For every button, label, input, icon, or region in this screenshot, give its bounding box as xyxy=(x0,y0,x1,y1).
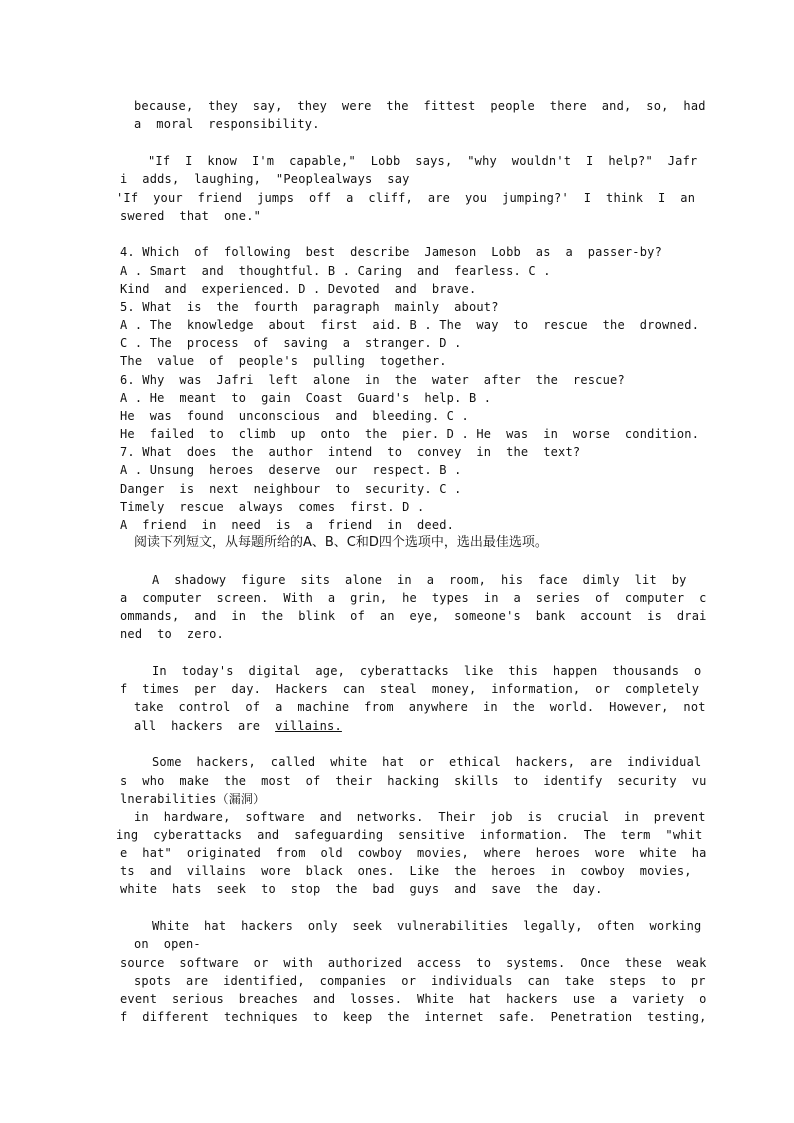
passage-line: white hats seek to stop the bad guys and save the day. xyxy=(120,882,603,896)
passage-line: ts and villains wore black ones. Like the heroes in cowboy movies, xyxy=(120,864,692,878)
passage-line: White hat hackers only seek vulnerabilities legally, often working xyxy=(152,919,702,933)
passage-line xyxy=(134,718,690,734)
question-5: 5. What is the fourth paragraph mainly about? xyxy=(120,300,499,314)
passage-line: ned to zero. xyxy=(120,627,224,641)
passage-line: Some hackers, called white hat or ethical hackers, are individual xyxy=(152,755,702,769)
section-instruction: 阅读下列短文，从每题所给的A、B、C和D四个选项中，选出最佳选项。 xyxy=(134,535,548,550)
passage-line: f times per day. Hackers can steal money, information, or completely xyxy=(120,682,700,696)
question-option: A . Unsung heroes deserve our respect. B . xyxy=(120,463,462,477)
question-option: Kind and experienced. D . Devoted and brave. xyxy=(120,282,477,296)
passage-line: in hardware, software and networks. Their job is crucial in prevent xyxy=(134,810,706,824)
question-7: 7. What does the author intend to convey in the text? xyxy=(120,445,581,459)
passage-line: a moral responsibility. xyxy=(134,117,320,131)
passage-line: 'If your friend jumps off a cliff, are you jumping?' I think I an xyxy=(116,191,696,205)
question-4: 4. Which of following best describe Jameson Lobb as a passer-by? xyxy=(120,245,662,259)
passage-text: all hackers are xyxy=(134,719,276,733)
passage-line: A shadowy figure sits alone in a room, his face dimly lit by xyxy=(152,573,687,587)
passage-line: lnerabilities（漏洞） xyxy=(120,792,266,806)
passage-line: e hat" originated from old cowboy movies, where heroes wore white ha xyxy=(120,846,707,860)
passage-line: on open- xyxy=(134,937,201,951)
passage-line: swered that one." xyxy=(120,209,262,223)
question-option: C . The process of saving a stranger. D . xyxy=(120,336,462,350)
passage-line: ing cyberattacks and safeguarding sensitive information. The term "whit xyxy=(116,828,703,842)
passage-line: In today's digital age, cyberattacks like this happen thousands o xyxy=(152,664,702,678)
question-option: A . The knowledge about first aid. B . The way to rescue the drowned. xyxy=(120,318,700,332)
passage-line: spots are identified, companies or individuals can take steps to pr xyxy=(134,974,706,988)
passage-line: ommands, and in the blink of an eye, someone's bank account is drai xyxy=(120,609,707,623)
passage-line: "If I know I'm capable," Lobb says, "why wouldn't I help?" Jafr xyxy=(148,154,698,168)
question-6: 6. Why was Jafri left alone in the water after the rescue? xyxy=(120,373,625,387)
passage-line: source software or with authorized access to systems. Once these weak xyxy=(120,956,707,970)
question-option: A . He meant to gain Coast Guard's help. B . xyxy=(120,391,492,405)
passage-line: f different techniques to keep the internet safe. Penetration testing, xyxy=(120,1010,707,1024)
passage-line: take control of a machine from anywhere in the world. However, not xyxy=(134,700,706,714)
passage-line: event serious breaches and losses. White hat hackers use a variety o xyxy=(120,992,707,1006)
passage-line: because, they say, they were the fittest people there and, so, had xyxy=(134,99,706,113)
question-option: The value of people's pulling together. xyxy=(120,354,447,368)
question-option: Timely rescue always comes first. D . xyxy=(120,500,425,514)
question-option: A . Smart and thoughtful. B . Caring and fearless. C . xyxy=(120,264,551,278)
question-option: A friend in need is a friend in deed. xyxy=(120,518,455,532)
question-option: He was found unconscious and bleeding. C . xyxy=(120,409,469,423)
passage-line: a computer screen. With a grin, he types in a series of computer c xyxy=(120,591,707,605)
question-option: He failed to climb up onto the pier. D . He was in worse condition. xyxy=(120,427,700,441)
underlined-word: villains. xyxy=(275,719,342,733)
passage-line: s who make the most of their hacking skills to identify security vu xyxy=(120,774,707,788)
passage-line: i adds, laughing, "Peoplealways say xyxy=(120,172,410,186)
question-option: Danger is next neighbour to security. C . xyxy=(120,482,462,496)
